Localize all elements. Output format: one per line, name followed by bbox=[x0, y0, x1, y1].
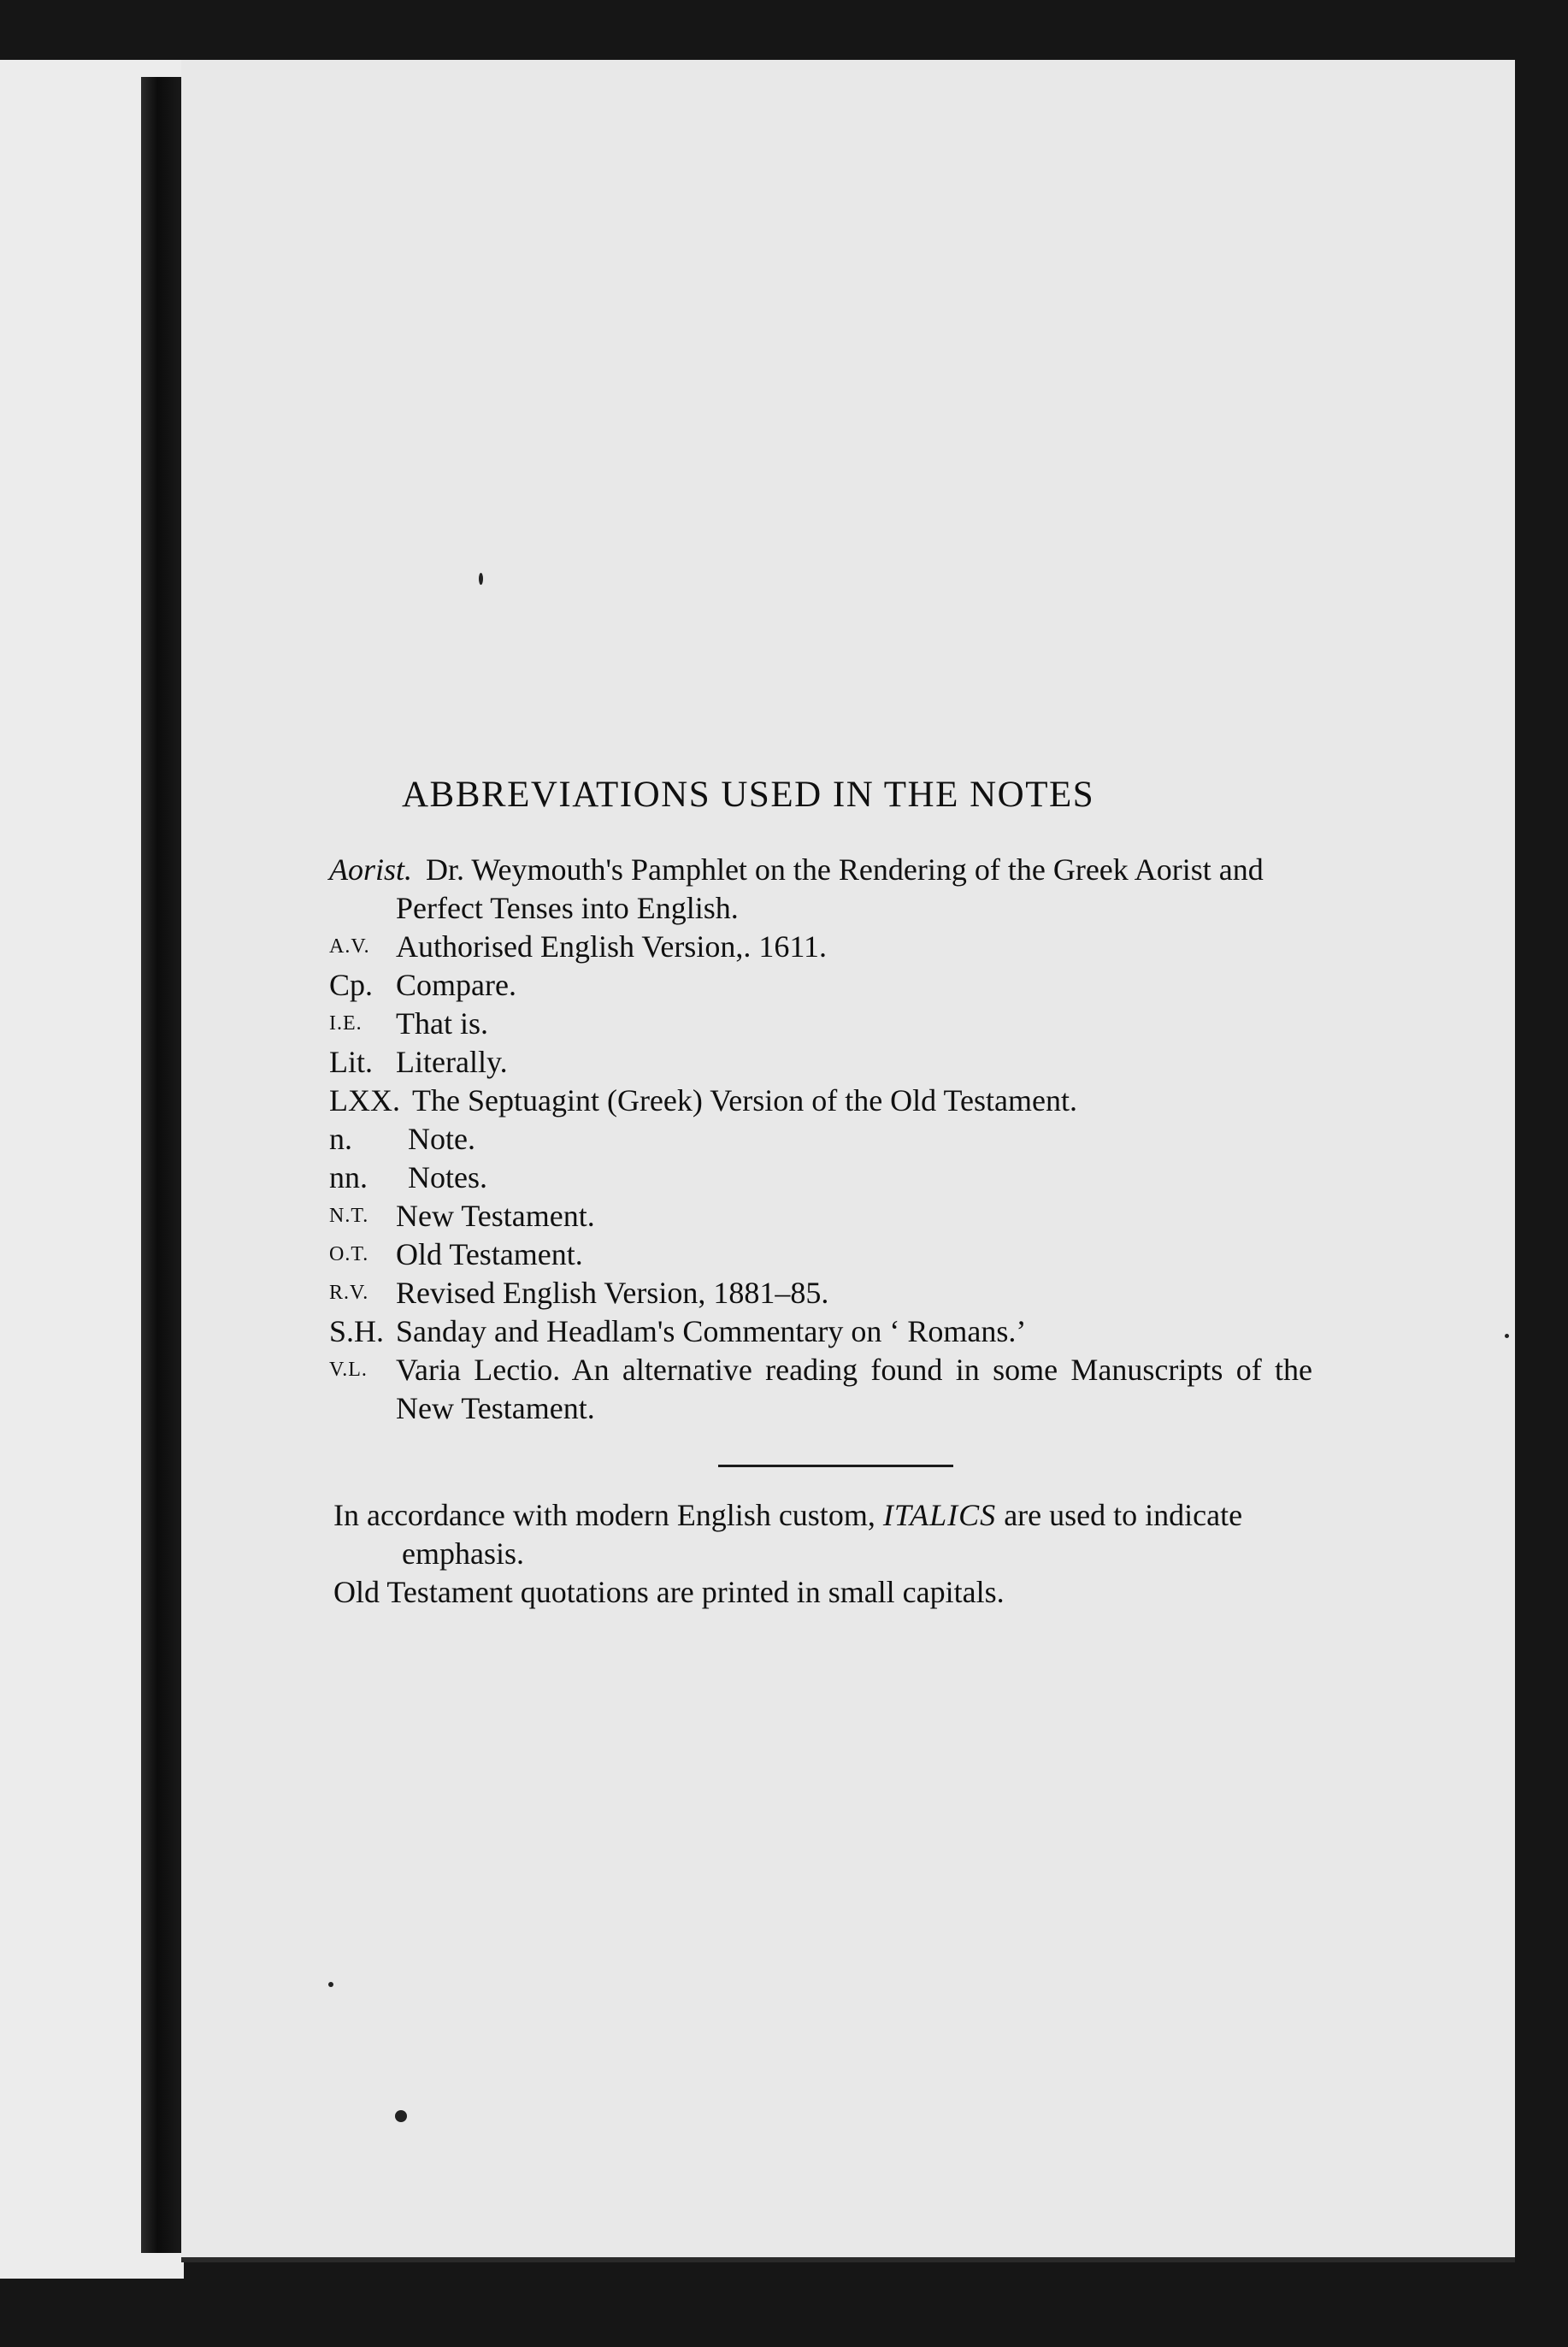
abbreviation-entry bbox=[329, 928, 1312, 966]
abbreviation-entry bbox=[329, 1043, 1312, 1082]
abbreviation-term: R.V. bbox=[329, 1282, 369, 1304]
abbreviation-definition: Old Testament. bbox=[396, 1237, 583, 1271]
abbreviation-definition: Literally. bbox=[396, 1045, 508, 1079]
notes-section bbox=[333, 1496, 1317, 1612]
speck-mark bbox=[1505, 1334, 1509, 1338]
speck-mark bbox=[395, 2110, 407, 2122]
speck-mark bbox=[328, 1982, 333, 1987]
abbreviation-definition: Compare. bbox=[396, 968, 516, 1002]
italics-note-suffix: are used to indicate emphasis. bbox=[402, 1498, 1243, 1571]
abbreviation-entry bbox=[329, 1005, 1312, 1043]
abbreviation-term: A.V. bbox=[329, 935, 370, 958]
italics-note-prefix: In accordance with modern English custom, bbox=[333, 1498, 875, 1532]
abbreviation-term: Cp. bbox=[329, 968, 374, 1002]
abbreviation-definition: Authorised English Version,. 1611. bbox=[396, 929, 827, 964]
abbreviation-definition: Sanday and Headlam's Commentary on ‘ Romans.’ bbox=[396, 1314, 1027, 1348]
abbreviation-term: nn. bbox=[329, 1160, 368, 1194]
abbreviation-term: O.T. bbox=[329, 1243, 369, 1265]
abbreviation-entry bbox=[329, 1120, 1312, 1159]
abbreviation-entry bbox=[329, 1197, 1312, 1235]
abbreviation-list bbox=[329, 851, 1312, 1428]
abbreviation-term: S.H. bbox=[329, 1314, 385, 1348]
abbreviation-definition: Notes. bbox=[408, 1160, 487, 1194]
abbreviation-entry bbox=[329, 851, 1312, 928]
book-spine bbox=[141, 77, 182, 2253]
speck-mark bbox=[479, 573, 483, 585]
abbreviation-definition: Note. bbox=[408, 1122, 475, 1156]
abbreviation-term: V.L. bbox=[329, 1359, 368, 1381]
section-divider bbox=[718, 1465, 953, 1467]
abbreviation-definition: Dr. Weymouth's Pamphlet on the Rendering of the Greek Aorist and Perfect Tenses into English. bbox=[396, 852, 1264, 925]
abbreviation-definition: The Septuagint (Greek) Version of the Old Testament. bbox=[412, 1083, 1077, 1117]
abbreviation-entry bbox=[329, 966, 1312, 1005]
abbreviation-term: Lit. bbox=[329, 1045, 373, 1079]
abbreviation-term: n. bbox=[329, 1122, 352, 1156]
abbreviation-entry bbox=[329, 1351, 1312, 1428]
abbreviation-definition: Revised English Version, 1881–85. bbox=[396, 1276, 829, 1310]
page-title: ABBREVIATIONS USED IN THE NOTES bbox=[402, 775, 1095, 815]
abbreviation-entry bbox=[329, 1312, 1312, 1351]
abbreviation-term: N.T. bbox=[329, 1205, 369, 1227]
abbreviation-entry bbox=[329, 1159, 1312, 1197]
abbreviation-term: I.E. bbox=[329, 1012, 363, 1035]
abbreviation-entry bbox=[329, 1274, 1312, 1312]
abbreviation-definition: Varia Lectio. An alternative reading found in some Manuscripts of the New Testament. bbox=[396, 1353, 1312, 1425]
abbreviation-term: Aorist. bbox=[329, 852, 413, 887]
abbreviation-entry bbox=[329, 1235, 1312, 1274]
italics-note bbox=[333, 1496, 1317, 1573]
abbreviation-term: LXX. bbox=[329, 1083, 400, 1117]
abbreviation-definition: That is. bbox=[396, 1006, 488, 1041]
italics-example: ITALICS bbox=[882, 1498, 997, 1532]
abbreviation-entry bbox=[329, 1082, 1312, 1120]
quotations-note: Old Testament quotations are printed in small capitals. bbox=[333, 1575, 1005, 1609]
abbreviation-definition: New Testament. bbox=[396, 1199, 595, 1233]
